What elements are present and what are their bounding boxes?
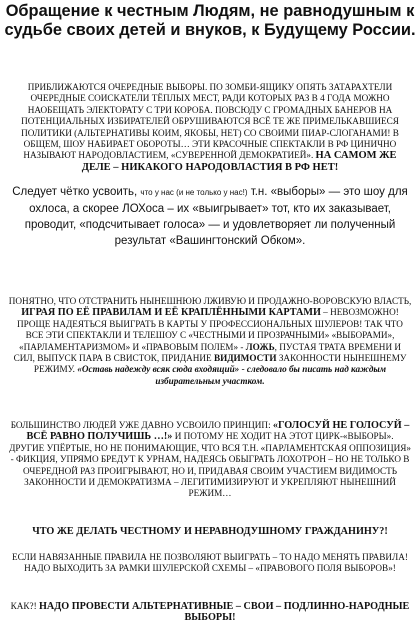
paragraph-emphasis: НАДО ПРОВЕСТИ АЛЬТЕРНАТИВНЫЕ – СВОИ – ПОДЛИННО-НАРОДНЫЕ ВЫБОРЫ!: [38, 601, 410, 624]
paragraph-aside: что у нас (и не только у нас!): [140, 188, 248, 197]
paragraph-emphasis: НА САМОМ ЖЕ ДЕЛЕ – НИКАКОГО НАРОДОВЛАСТИЯ В РФ НЕТ!: [81, 150, 397, 173]
paragraph-impossible-to-win: [8, 296, 412, 387]
paragraph-text: , ПУСТАЯ ТРАТА ВРЕМЕНИ И СИЛ, ВЫПУСК ПАРА В СВИСТОК, ПРИДАНИЕ: [13, 341, 402, 364]
paragraph-change-rules: ЕСЛИ НАВЯЗАННЫЕ ПРАВИЛА НЕ ПОЗВОЛЯЮТ ВЫИГРАТЬ – ТО НАДО МЕНЯТЬ ПРАВИЛА! НАДО ВЫХОДИТЬ ЗА РАМКИ ШУЛЕРСКОЙ СХЕМЫ – «ПРАВОВОГО ПОЛЯ ВЫБОРОВ»!: [12, 552, 408, 574]
paragraph-quote: «Оставь надежду всяк сюда входящий» - следовало бы писать над каждым избирательным участком.: [77, 364, 387, 386]
paragraph-text: И ПОТОМУ НЕ ХОДИТ НА ЭТОТ ЦИРК-«ВЫБОРЫ». ДРУГИЕ УПЁРТЫЕ, НО НЕ ПОНИМАЮЩИЕ, ЧТО ВСЯ Т.Н. «ПАРЛАМЕНТСКАЯ ОППОЗИЦИЯ» - ФИКЦИЯ, УПРЯМО БРЕДУТ К УРНАМ, НАДЕЯСЬ ОБЫГРАТЬ ЛОХОТРОН – НО НЕ ТОЛЬКО В ОЧЕРЕДНОЙ РАЗ ПРОИГРЫВАЮТ, НО И, ПРИДАВАЯ СВОИМ УЧАСТИЕМ ВИДИМОСТЬ ЗАКОННОСТИ И ДЕМОКРАТИЗМА – ЛЕГИТИМИЗИРУЮТ И УКРЕПЛЯЮТ НЫНЕШНИЙ РЕЖИМ…: [9, 431, 411, 499]
paragraph-text: т.н. «выборы» — это шоу для охлоса, а скорее ЛОХоса – их «выигрывает» тот, кто их заказывает, проводит, «подсчитывает голоса» — и удовлетворяет ли полученный результат «Вашингтонский Обком».: [24, 186, 408, 247]
paragraph-emphasis: ИГРАЯ ПО ЕЁ ПРАВИЛАМ И ЕЁ КРАПЛЁННЫМИ КАРТАМИ: [21, 307, 321, 319]
paragraph-emphasis: «ГОЛОСУЙ НЕ ГОЛОСУЙ – ВСЁ РАВНО ПОЛУЧИШЬ …!»: [26, 420, 410, 443]
question-heading: ЧТО ЖЕ ДЕЛАТЬ ЧЕСТНОМУ И НЕРАВНОДУШНОМУ ГРАЖДАНИНУ?!: [32, 526, 388, 537]
paragraph-text: Следует чётко усвоить,: [12, 186, 141, 198]
paragraph-emphasis: ЛОЖЬ: [245, 341, 275, 352]
document-title: Обращение к честным Людям, не равнодушным к судьбе своих детей и внуков, к Будущему России.: [4, 2, 416, 39]
paragraph-elections-show: [4, 184, 416, 249]
paragraph-text: КАК?!: [10, 601, 39, 611]
paragraph-emphasis: ВИДИМОСТИ: [213, 353, 277, 364]
paragraph-alternative-elections: [8, 601, 412, 624]
paragraph-text: ПОНЯТНО, ЧТО ОТСТРАНИТЬ НЫНЕШНЮЮ ЛЖИВУЮ И ПРОДАЖНО-ВОРОВСКУЮ ВЛАСТЬ,: [8, 296, 412, 306]
paragraph-text: ПРИБЛИЖАЮТСЯ ОЧЕРЕДНЫЕ ВЫБОРЫ. ПО ЗОМБИ-ЯЩИКУ ОПЯТЬ ЗАТАРАХТЕЛИ ОЧЕРЕДНЫЕ СОИСКАТЕЛИ ТЁПЛЫХ МЕСТ, РАДИ КОТОРЫХ РАЗ В 4 ГОДА МОЖНО НАОБЕЩАТЬ ЭЛЕКТОРАТУ С ТРИ КОРОБА. ПОВСЮДУ С ГРОМАДНЫХ БАНЕРОВ НА ПОТЕНЦИАЛЬНЫХ ИЗБИРАТЕЛЕЙ ОБРУШИВАЮТСЯ ВСЁ ТЕ ЖЕ ПРИМЕЛЬКАВШИЕСЯ ПОЛИТИКИ (АЛЬТЕРНАТИВЫ КОИМ, ЯКОБЫ, НЕТ) СО СВОИМИ ПИАР-СЛОГАНАМИ! В ОБЩЕМ, ШОУ НАБИРАЕТ ОБОРОТЫ… ЭТИ КРАСОЧНЫЕ СПЕКТАКЛИ В РФ ЦИНИЧНО НАЗЫВАЮТ НАРОДОВЛАСТИЕМ, «СУВЕРЕННОЙ ДЕМОКРАТИЕЙ».: [21, 82, 399, 161]
paragraph-vote-or-not: [8, 420, 412, 500]
paragraph-text: – НЕВОЗМОЖНО! ПРОЩЕ НАДЕЯТЬСЯ ВЫИГРАТЬ В КАРТЫ У ПРОФЕССИОНАЛЬНЫХ ШУЛЕРОВ! ТАК ЧТО ВСЕ ЭТИ СПЕКТАКЛИ И ТЕЛЕШОУ С «ЧЕСТНЫМИ И ПРОЗРАЧНЫМИ» «ВЫБОРАМИ», «ПАРЛАМЕНТАРИЗМОМ» И «ПРАВОВЫМ ПОЛЕМ» -: [17, 307, 403, 352]
paragraph-text: БОЛЬШИНСТВО ЛЮДЕЙ УЖЕ ДАВНО УСВОИЛО ПРИНЦИП:: [10, 420, 273, 430]
paragraph-text: ЗАКОННОСТИ НЫНЕШНЕМУ РЕЖИМУ.: [33, 353, 407, 375]
paragraph-elections-intro: [8, 82, 412, 173]
